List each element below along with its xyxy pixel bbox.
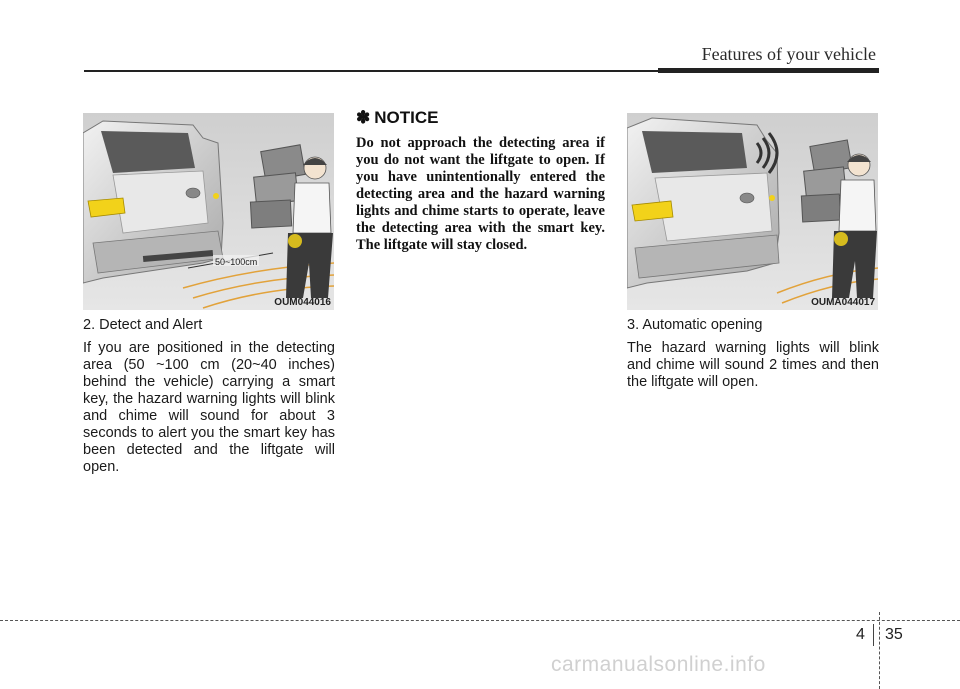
watermark: carmanualsonline.info — [551, 653, 766, 676]
page-number-divider — [873, 624, 874, 646]
footer-dashed-rule — [0, 620, 960, 621]
figure-detect-and-alert — [83, 113, 334, 310]
left-column — [83, 317, 335, 482]
notice-body: Do not approach the detecting area if you do not want the liftgate to open. If you have unintentionally entered the detecting area and the hazard warning lights and chime starts to operate, leave the detecting area with the smart key. The liftgate will stay closed. — [356, 135, 605, 253]
right-column — [627, 317, 879, 397]
car-rear-illustration — [83, 113, 334, 310]
figure-code: OUMA044017 — [811, 297, 875, 308]
notice-title: NOTICE — [374, 108, 439, 127]
figure-automatic-opening — [627, 113, 878, 310]
car-rear-illustration — [627, 113, 878, 310]
page-number: 35 — [885, 626, 903, 643]
section-title: Features of your vehicle — [701, 44, 876, 64]
step-body: The hazard warning lights will blink and chime will sound 2 times and then the liftgate will open. — [627, 340, 879, 390]
step-heading: 3. Automatic opening — [627, 317, 763, 333]
chapter-number: 4 — [856, 626, 865, 643]
step-heading: 2. Detect and Alert — [83, 317, 203, 333]
distance-label: 50~100cm — [215, 257, 258, 267]
step-body: If you are positioned in the detecting area (50 ~100 cm (20~40 inches) behind the vehicle) carrying a smart key, the hazard warning lights will blink and chime will sound for about 3 seconds to alert you the smart key has been detected and the liftgate will open. — [83, 340, 335, 475]
header-rule-accent — [658, 68, 879, 73]
notice-mark-icon: ✽ — [356, 108, 371, 127]
footer-crop-mark — [879, 612, 880, 689]
notice-heading — [356, 108, 438, 128]
figure-code: OUM044016 — [274, 297, 331, 308]
